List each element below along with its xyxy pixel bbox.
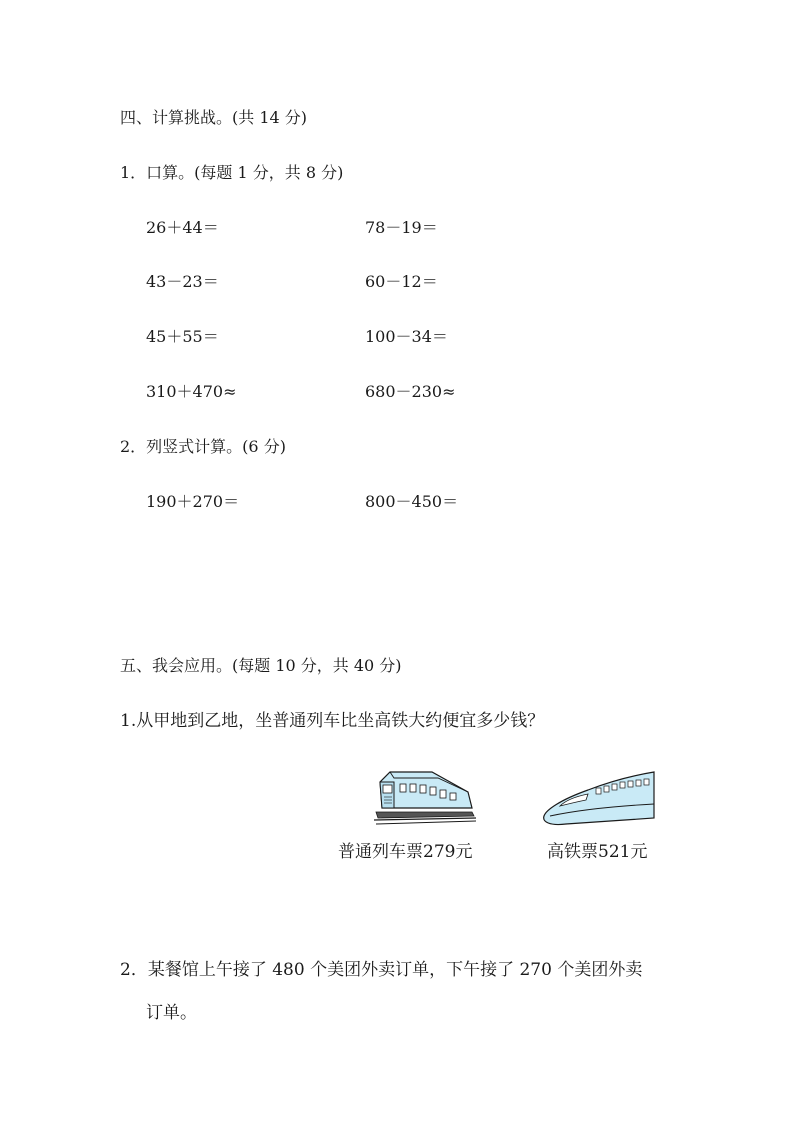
mental-math-item: 45＋55＝	[146, 327, 219, 346]
high-speed-train-caption: 高铁票521元	[547, 842, 648, 862]
vertical-calc-item: 190＋270＝	[146, 492, 240, 511]
mental-math-item: 43－23＝	[146, 272, 219, 291]
high-speed-train-icon	[538, 770, 658, 832]
mental-math-item: 60－12＝	[365, 272, 438, 291]
app-q2-line1: 2．某餐馆上午接了 480 个美团外卖订单，下午接了 270 个美团外卖	[120, 960, 643, 980]
app-q1-title: 1.从甲地到乙地，坐普通列车比坐高铁大约便宜多少钱？	[120, 711, 545, 731]
q2-title: 2．列竖式计算。(6 分)	[120, 437, 286, 456]
mental-math-item: 100－34＝	[365, 327, 448, 346]
section4-title: 四、计算挑战。(共 14 分)	[120, 108, 308, 127]
section5-title: 五、我会应用。(每题 10 分，共 40 分)	[120, 656, 402, 675]
ordinary-train-icon	[372, 768, 478, 832]
mental-math-item: 310＋470≈	[146, 382, 237, 401]
ordinary-train-caption: 普通列车票279元	[338, 842, 473, 862]
mental-math-item: 78－19＝	[365, 218, 438, 237]
app-q2-line2: 订单。	[146, 1003, 197, 1023]
mental-math-item: 680－230≈	[365, 382, 456, 401]
q1-title: 1．口算。(每题 1 分，共 8 分)	[120, 163, 344, 182]
vertical-calc-item: 800－450＝	[365, 492, 459, 511]
mental-math-item: 26＋44＝	[146, 218, 219, 237]
